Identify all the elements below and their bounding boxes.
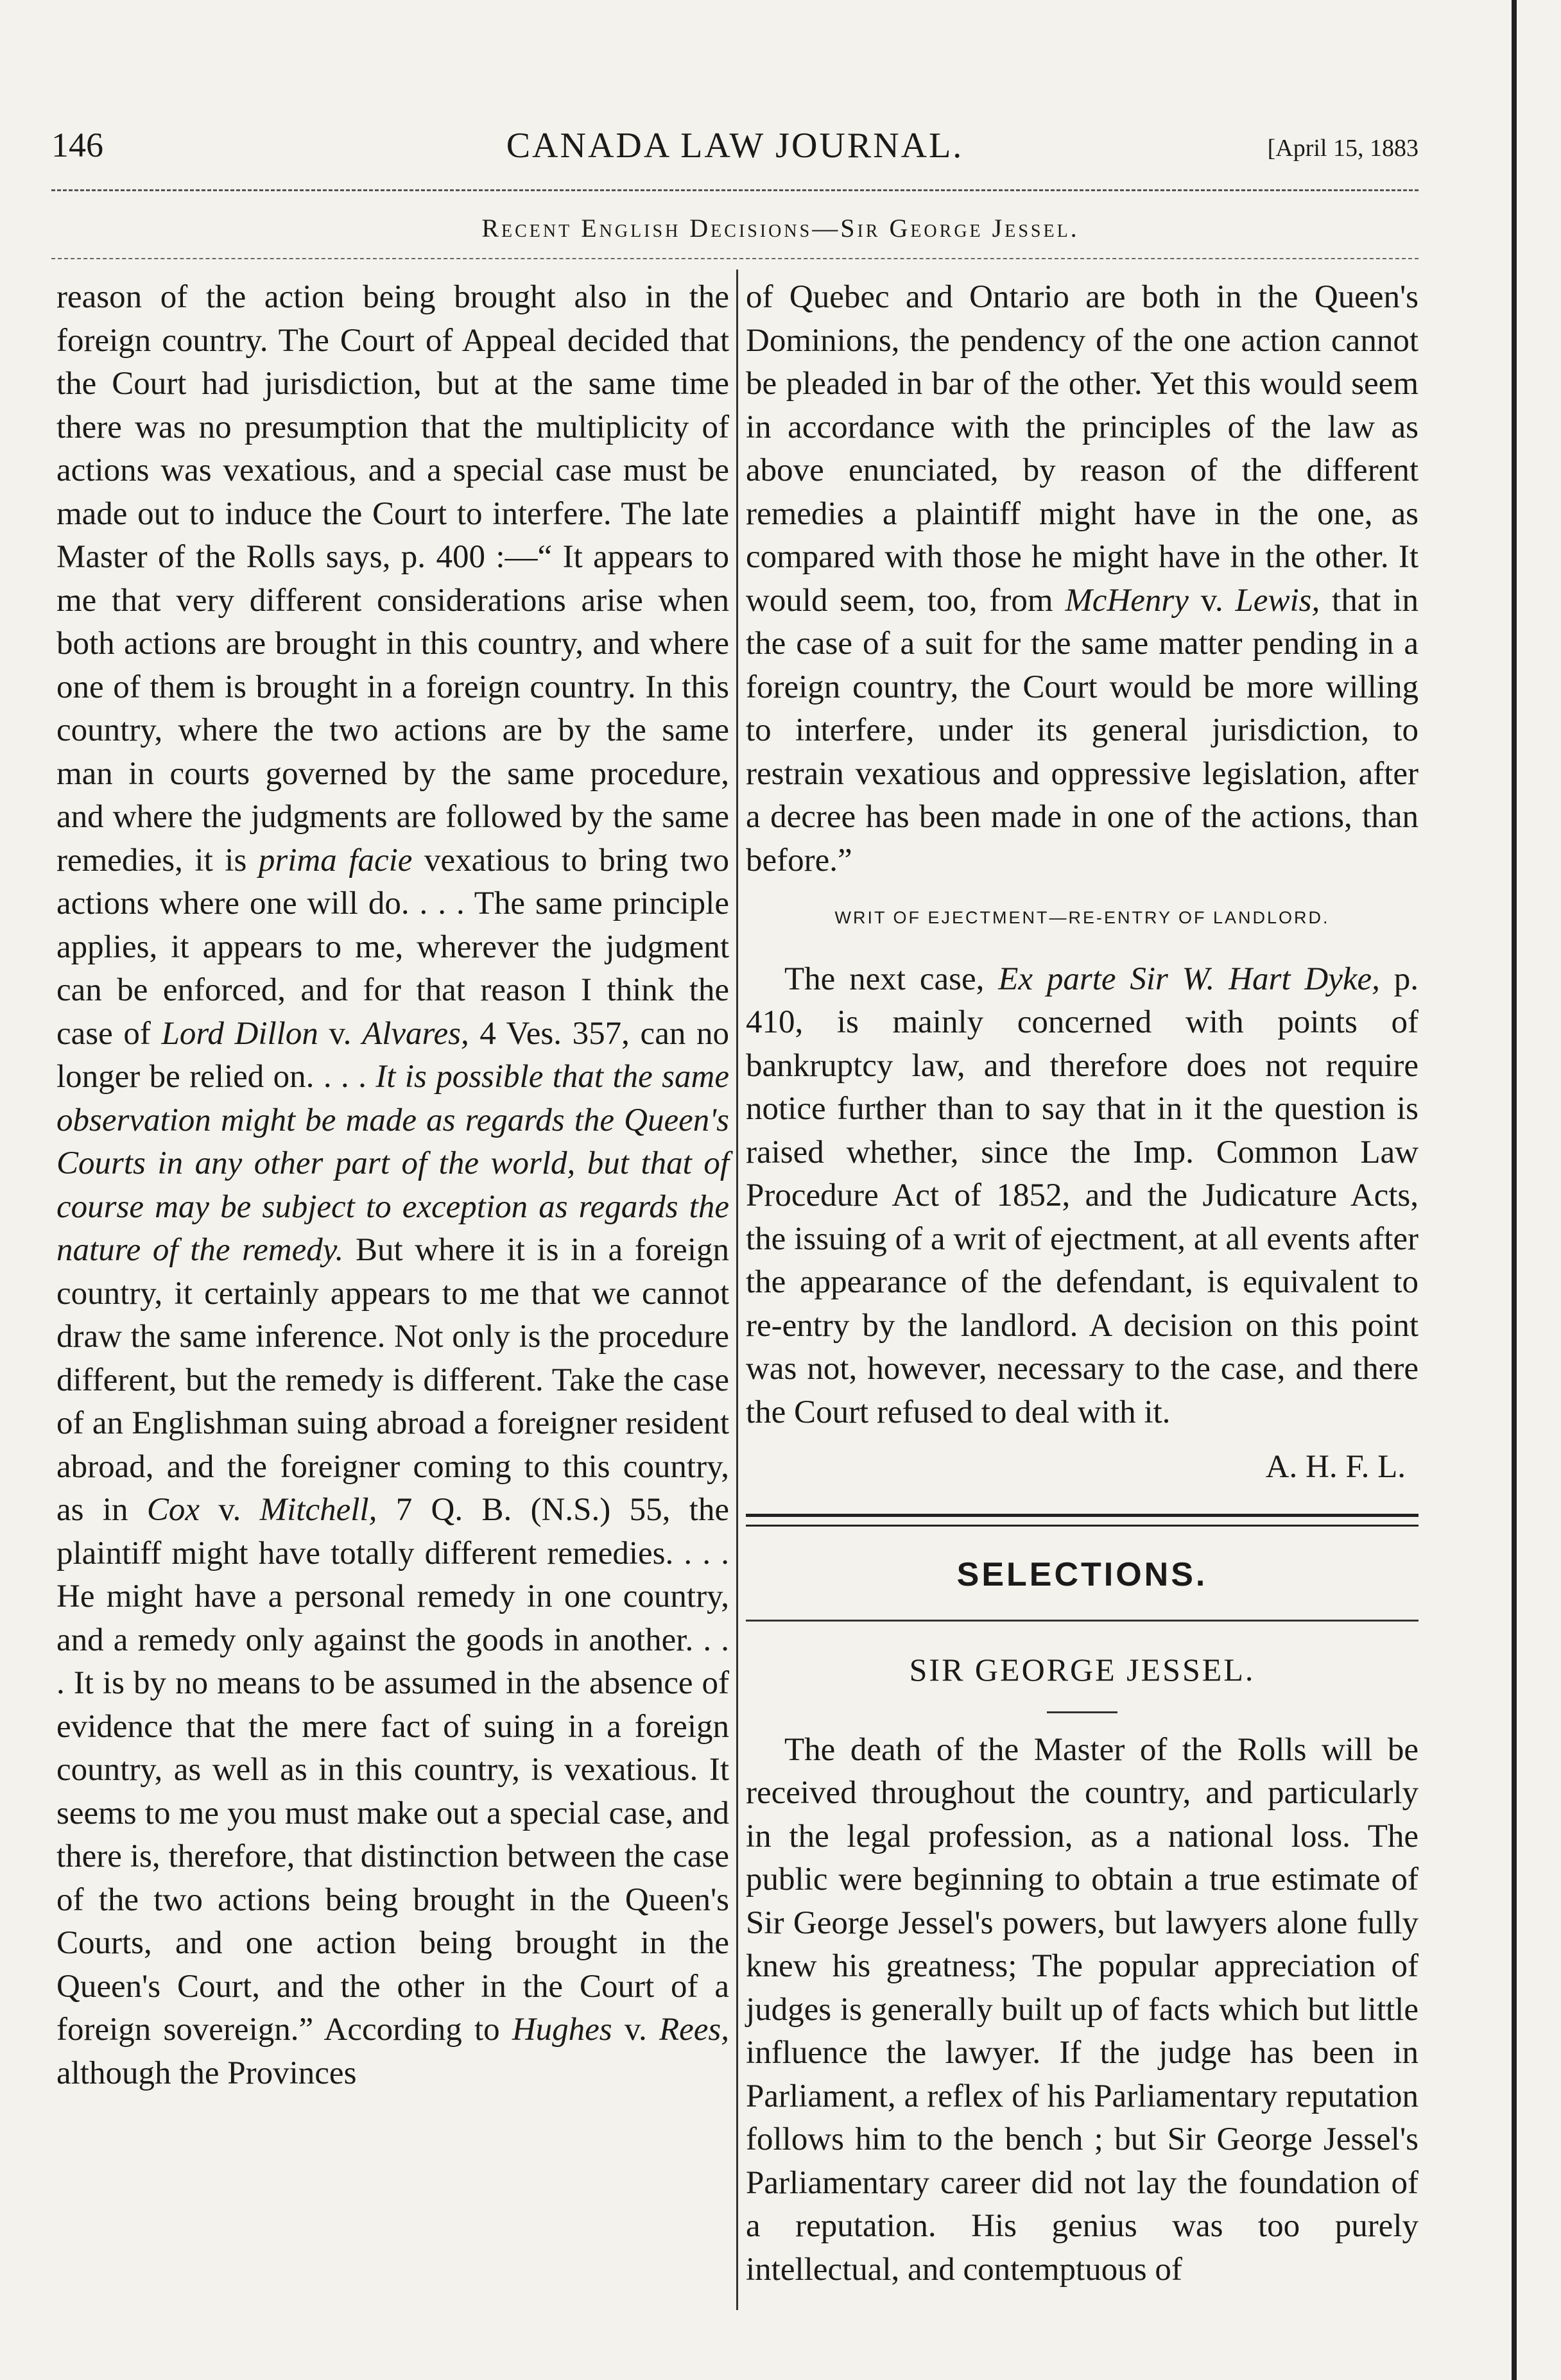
journal-title: CANADA LAW JOURNAL.	[506, 126, 964, 166]
running-head: Recent English Decisions—Sir George Jessel.	[481, 214, 1080, 243]
issue-date: [April 15, 1883	[1267, 135, 1419, 162]
section-divider	[746, 1620, 1419, 1622]
page-header	[51, 119, 1419, 176]
right-column	[746, 276, 1419, 2291]
case-citation: Cox	[146, 1492, 200, 1528]
left-paragraph: reason of the action being brought also in the foreign country. The Court of Appeal decided that the Court had jurisdiction, but at the same time there was no presumption that the multiplicity of actions was vexatious, and a special case must be made out to induce the Court to interfere. The late Master of the Rolls says, p. 400 :—“ It appears to me that very different considerations arise when both actions are brought in this country, and where one of them is brought in a foreign country. In this country, where the two actions are by the same man in courts governed by the same procedure, and where the judgments are followed by the same remedies, it is prima facie vexatious to bring two actions where one will do. . . . The same principle applies, it appears to me, wherever the judgment can be enforced, and for that reason I think the case of Lord Dillon v. Alvares, 4 Ves. 357, can no longer be relied on. . . . It is possible that the same observation might be made as regards the Queen's Courts in any other part of the world, but that of course may be subject to exception as regards the nature of the remedy. But where it is in a foreign country, it certainly appears to me that we cannot draw the same inference. Not only is the procedure different, but the remedy is different. Take the case of an Englishman suing abroad a foreigner resident abroad, and the foreigner coming to this country, as in Cox v. Mitchell, 7 Q. B. (N.S.) 55, the plaintiff might have totally different remedies. . . . He might have a personal remedy in one country, and a remedy only against the goods in another. . . . It is by no means to be assumed in the absence of evidence that the mere fact of suing in a foreign country, as well as in this country, is vexatious. It seems to me you must make out a special case, and there is, therefore, that distinction between the case of the two actions being brought in the Queen's Courts, and one action being brought in the Queen's Court, and the other in the Court of a foreign sovereign.” According to Hughes v. Rees, although the Provinces	[56, 279, 729, 2091]
case-citation: Alvares,	[362, 1015, 469, 1052]
column-divider	[736, 270, 738, 2310]
section-heading: WRIT OF EJECTMENT—RE-ENTRY OF LANDLORD.	[834, 908, 1330, 927]
case-citation: prima facie	[258, 842, 413, 878]
case-citation: Mitchell,	[259, 1492, 377, 1528]
case-citation: Ex parte Sir W. Hart Dyke,	[998, 961, 1380, 997]
right-paragraph: The next case, Ex parte Sir W. Hart Dyke, p. 410, is mainly concerned with points of bankruptcy law, and therefore does not require notice further than to say that in it the question is raised whether, since the Imp. Common Law Procedure Act of 1852, and the Judicature Acts, the issuing of a writ of ejectment, at all events after the appearance of the defendant, is equivalent to re-entry by the landlord. A decision on this point was not, however, necessary to the case, and there the Court refused to deal with it.	[746, 961, 1419, 1430]
case-citation: Lord Dillon	[161, 1015, 318, 1052]
italic-quote: It is possible that the same observation might be made as regards the Queen's Courts in any other part of the world, but that of course may be subject to exception as regards the nature of the remedy.	[56, 1059, 729, 1268]
header-rule	[51, 189, 1419, 191]
page-edge-shadow	[1512, 0, 1517, 2380]
article-title: SIR GEORGE JESSEL.	[909, 1652, 1255, 1688]
right-paragraph: of Quebec and Ontario are both in the Queen's Dominions, the pendency of the one action cannot be pleaded in bar of the other. Yet this would seem in accordance with the principles of the law as above enunciated, by reason of the different remedies a plaintiff might have in the one, as compared with those he might have in the other. It would seem, too, from McHenry v. Lewis, that in the case of a suit for the same matter pending in a foreign country, the Court would be more willing to interfere, under its general jurisdiction, to restrain vexatious and oppressive legislation, after a decree has been made in one of the actions, than before.”	[746, 279, 1419, 878]
case-citation: McHenry	[1065, 582, 1189, 619]
right-paragraph: The death of the Master of the Rolls will be received throughout the country, and particularly in the legal profession, as a national loss. The public were beginning to obtain a true estimate of Sir George Jessel's powers, but lawyers alone fully knew his greatness; The popular appreciation of judges is generally built up of facts which but little influence the lawyer. If the judge has been in Parliament, a reflex of his Parliamentary reputation follows him to the bench ; but Sir George Jessel's Parliamentary career did not lay the foundation of a reputation. His genius was too purely intellectual, and contemptuous of	[746, 1731, 1419, 2288]
case-citation: Rees,	[659, 2012, 729, 2048]
left-column	[56, 276, 729, 2095]
section-divider	[746, 1514, 1419, 1527]
case-citation: Hughes	[512, 2012, 612, 2048]
case-citation: Lewis,	[1235, 582, 1320, 619]
selections-title: SELECTIONS.	[956, 1555, 1208, 1593]
running-head-rule	[51, 258, 1419, 259]
author-signature: A. H. F. L.	[1265, 1449, 1406, 1485]
page-number: 146	[51, 126, 103, 164]
title-rule	[1047, 1711, 1117, 1713]
